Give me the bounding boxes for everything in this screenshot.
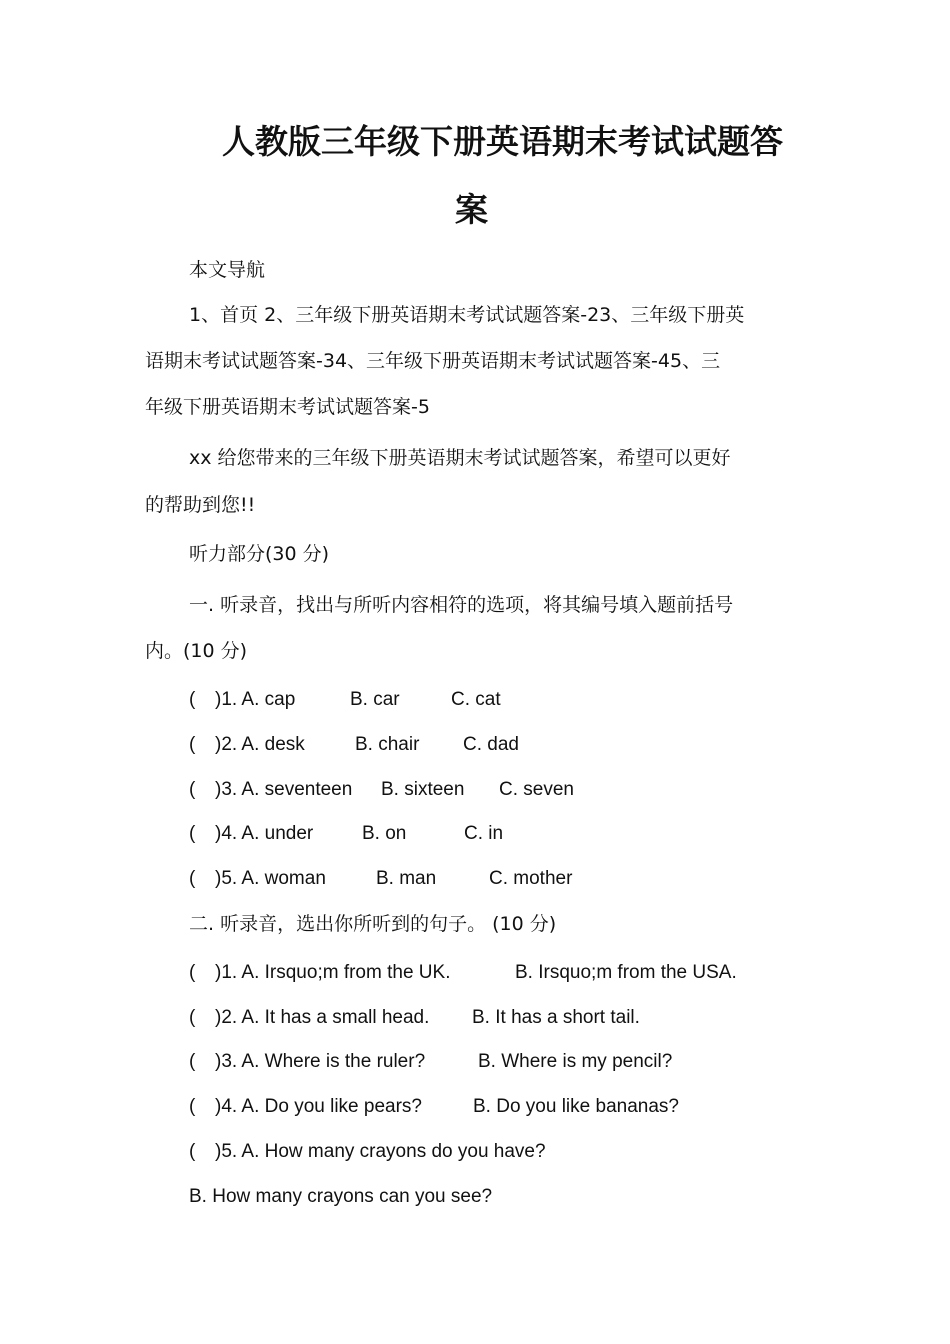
- option-b: B. How many crayons can you see?: [189, 1186, 493, 1207]
- option-c: C. cat: [451, 689, 501, 710]
- listening-heading: 听力部分(30 分): [189, 543, 330, 565]
- nav-line: 年级下册英语期末考试试题答案-5: [145, 396, 430, 418]
- intro-line: xx 给您带来的三年级下册英语期末考试试题答案，希望可以更好: [189, 447, 731, 469]
- section1-instruction: 一. 听录音，找出与所听内容相符的选项，将其编号填入题前括号: [189, 594, 734, 616]
- option-a: )5. A. How many crayons do you have?: [215, 1141, 546, 1162]
- option-c: C. in: [464, 823, 504, 844]
- answer-paren: (: [189, 1141, 196, 1162]
- option-b: B. sixteen: [381, 779, 465, 800]
- option-b: B. car: [350, 689, 400, 710]
- question-row: [189, 958, 789, 988]
- nav-line: 1、首页 2、三年级下册英语期末考试试题答案-23、三年级下册英: [189, 304, 745, 326]
- option-b: B. Where is my pencil?: [478, 1051, 673, 1072]
- answer-paren: (: [189, 868, 196, 889]
- question-row: [189, 775, 749, 805]
- question-row: [189, 1003, 789, 1033]
- option-b: B. chair: [355, 734, 420, 755]
- question-continuation: [189, 1182, 789, 1212]
- answer-paren: (: [189, 962, 196, 983]
- option-a: )3. A. Where is the ruler?: [215, 1051, 426, 1072]
- option-a: )1. A. cap: [215, 689, 296, 710]
- option-a: )5. A. woman: [215, 868, 326, 889]
- question-row: [189, 1092, 789, 1122]
- option-a: )1. A. Irsquo;m from the UK.: [215, 962, 451, 983]
- section1-instruction: 内。(10 分): [145, 640, 248, 662]
- option-b: B. Do you like bananas?: [473, 1096, 679, 1117]
- answer-paren: (: [189, 734, 196, 755]
- question-row: [189, 819, 749, 849]
- option-b: B. It has a short tail.: [472, 1007, 640, 1028]
- option-b: B. on: [362, 823, 407, 844]
- question-row: [189, 1047, 789, 1077]
- question-row: [189, 685, 749, 715]
- answer-paren: (: [189, 1051, 196, 1072]
- option-a: )4. A. Do you like pears?: [215, 1096, 422, 1117]
- intro-line: 的帮助到您!!: [145, 494, 256, 516]
- option-c: C. mother: [489, 868, 573, 889]
- document-title-line-2: 案: [455, 190, 488, 229]
- option-b: B. Irsquo;m from the USA.: [515, 962, 737, 983]
- question-row: [189, 864, 749, 894]
- option-a: )3. A. seventeen: [215, 779, 353, 800]
- option-c: C. dad: [463, 734, 519, 755]
- option-c: C. seven: [499, 779, 574, 800]
- question-row: [189, 730, 749, 760]
- document-title-line-1: 人教版三年级下册英语期末考试试题答: [222, 122, 783, 161]
- option-a: )4. A. under: [215, 823, 314, 844]
- answer-paren: (: [189, 779, 196, 800]
- option-a: )2. A. desk: [215, 734, 305, 755]
- nav-heading: 本文导航: [189, 259, 266, 281]
- answer-paren: (: [189, 1096, 196, 1117]
- answer-paren: (: [189, 823, 196, 844]
- option-b: B. man: [376, 868, 437, 889]
- question-row: [189, 1137, 789, 1167]
- nav-line: 语期末考试试题答案-34、三年级下册英语期末考试试题答案-45、三: [145, 350, 721, 372]
- answer-paren: (: [189, 689, 196, 710]
- section2-instruction: 二. 听录音，选出你所听到的句子。 (10 分): [189, 913, 557, 935]
- answer-paren: (: [189, 1007, 196, 1028]
- option-a: )2. A. It has a small head.: [215, 1007, 430, 1028]
